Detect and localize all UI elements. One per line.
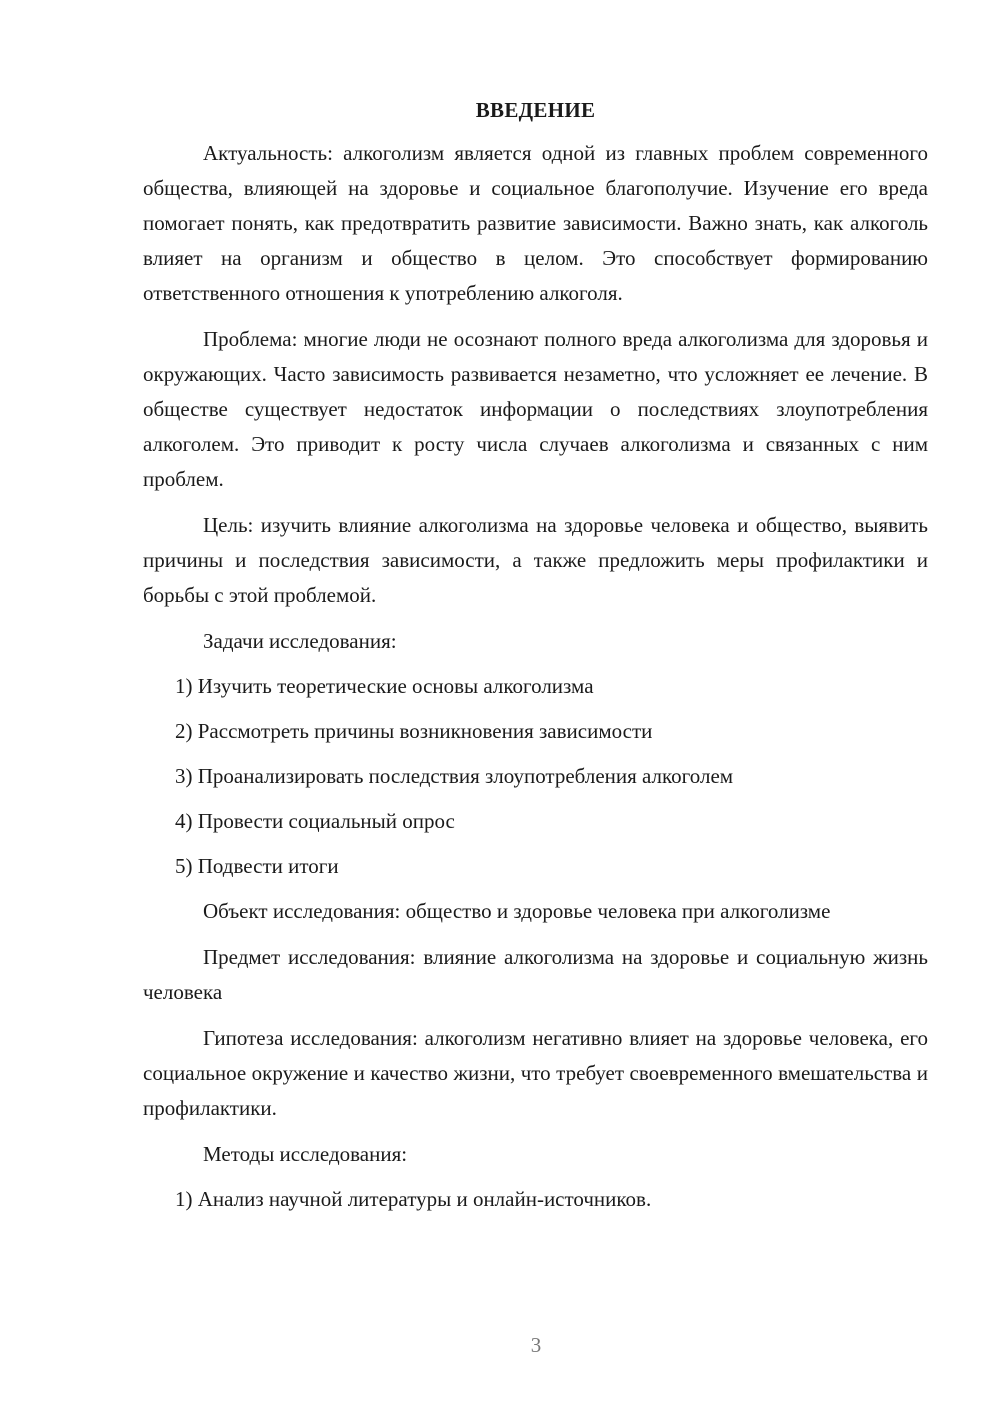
subject-paragraph: Предмет исследования: влияние алкоголизма на здоровье и социальную жизнь человека: [143, 945, 928, 1004]
hypothesis-paragraph: Гипотеза исследования: алкоголизм негативно влияет на здоровье человека, его социальное окружение и качество жизни, что требует своевременного вмешательства и профилактики.: [143, 1026, 928, 1120]
page-title: ВВЕДЕНИЕ: [475, 98, 596, 122]
object-paragraph: Объект исследования: общество и здоровье человека при алкоголизме: [203, 899, 831, 923]
list-item: 5) Подвести итоги: [175, 854, 339, 878]
list-item: 1) Изучить теоретические основы алкоголизма: [175, 674, 594, 698]
tasks-list: [143, 669, 928, 884]
document-body: [143, 94, 928, 1227]
list-item: 4) Провести социальный опрос: [175, 809, 455, 833]
tasks-label: Задачи исследования:: [203, 629, 397, 653]
goal-paragraph: Цель: изучить влияние алкоголизма на здоровье человека и общество, выявить причины и последствия зависимости, а также предложить меры профилактики и борьбы с этой проблемой.: [143, 513, 928, 607]
list-item: 1) Анализ научной литературы и онлайн-источников.: [175, 1187, 652, 1211]
problem-paragraph: Проблема: многие люди не осознают полного вреда алкоголизма для здоровья и окружающих. Часто зависимость развивается незаметно, что усложняет ее лечение. В обществе существует недостаток информации о последствиях злоупотребления алкоголем. Это приводит к росту числа случаев алкоголизма и связанных с ним проблем.: [143, 327, 928, 491]
list-item: 2) Рассмотреть причины возникновения зависимости: [175, 719, 653, 743]
methods-label: Методы исследования:: [203, 1142, 408, 1166]
relevance-paragraph: Актуальность: алкоголизм является одной из главных проблем современного общества, влияющей на здоровье и социальное благополучие. Изучение его вреда помогает понять, как предотвратить развитие зависимости. Важно знать, как алкоголь влияет на организм и общество в целом. Это способствует формированию ответственного отношения к употреблению алкоголя.: [143, 141, 928, 305]
methods-list: [143, 1182, 928, 1217]
list-item: 3) Проанализировать последствия злоупотребления алкоголем: [175, 764, 734, 788]
page-number: 3: [530, 1333, 542, 1357]
